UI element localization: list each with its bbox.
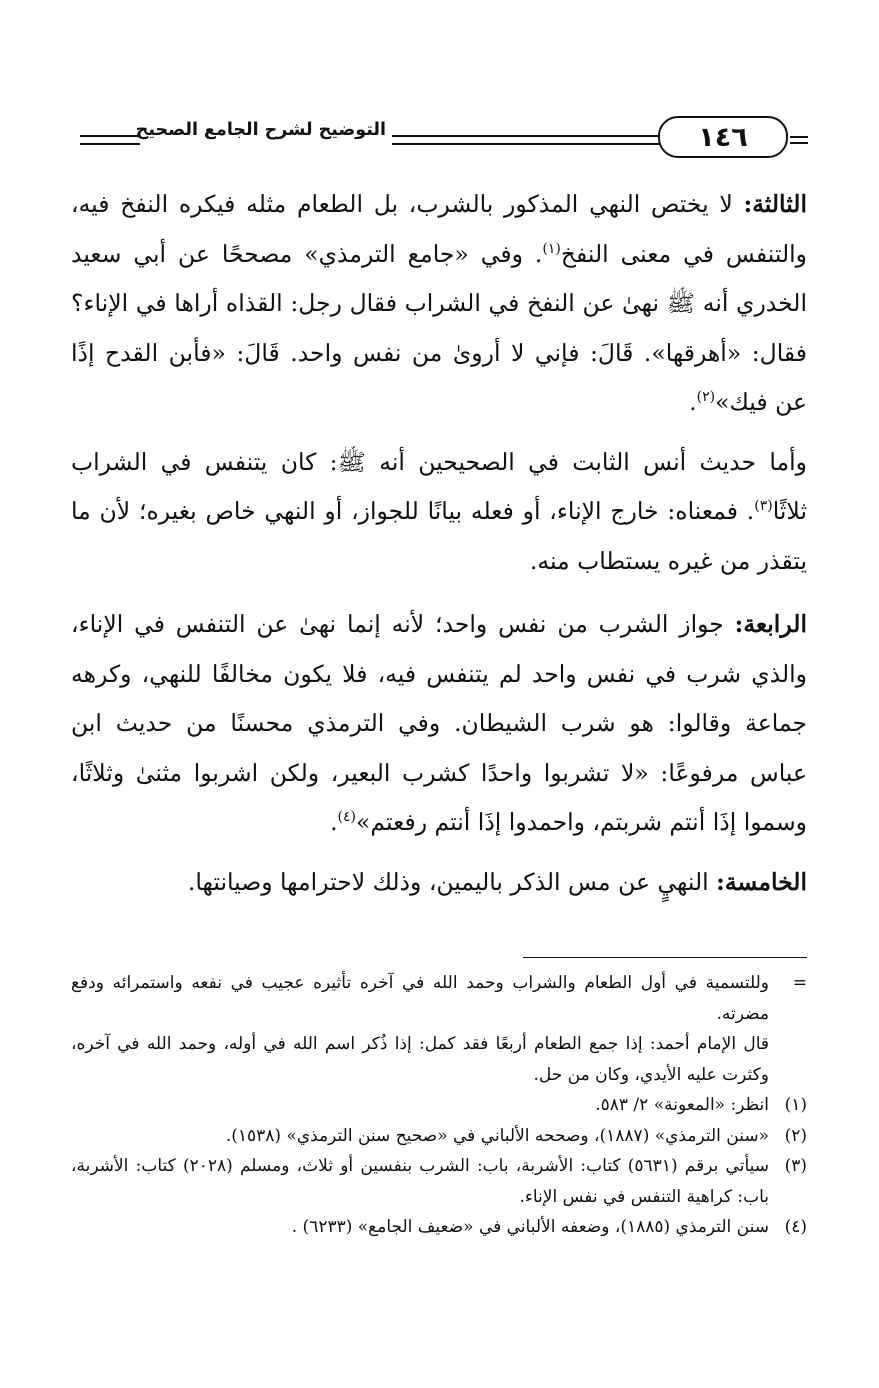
paragraph-fourth — [71, 600, 807, 848]
footnote-text: انظر: «المعونة» ٢/ ٥٨٣. — [595, 1095, 769, 1115]
footnote-marker: = — [792, 973, 807, 993]
footnote-item — [71, 1090, 807, 1121]
footnote-marker: (٤) — [784, 1217, 807, 1237]
paragraph-text: النهيٍ عن مس الذكر باليمين، وذلك لاحترامها وصيانتها. — [187, 867, 717, 896]
footnote-text: وللتسمية في أول الطعام والشراب وحمد الله في آخره تأثيره عجيب في نفعه واستمرائه ودفع مضرته. — [71, 973, 769, 1024]
paragraph-text: . فمعناه: خارج الإناء، أو فعله بيانًا للجواز، أو النهي خاص بغيره؛ لأن ما يتقذر من غيره يستطاب منه. — [71, 497, 807, 575]
footnote-item — [71, 1151, 807, 1212]
page-header — [70, 118, 808, 162]
paragraph-third — [71, 180, 807, 428]
running-title: التوضيح لشرح الجامع الصحيح — [135, 120, 386, 140]
paragraph-fifth — [71, 858, 807, 908]
header-rule-middle — [392, 135, 660, 145]
footnote-text: سيأتي برقم (٥٦٣١) كتاب: الأشربة، باب: الشرب بنفسين أو ثلاث، ومسلم (٢٠٢٨) كتاب: الأشربة، باب: كراهية التنفس في نفس الإناء. — [71, 1156, 770, 1207]
main-text — [71, 180, 807, 917]
footnote-ref: (٢) — [696, 389, 716, 406]
footnote-text: سنن الترمذي (١٨٨٥)، وضعفه الألباني في «ضعيف الجامع» (٦٢٣٣) . — [291, 1217, 769, 1237]
footnote-ref: (٤) — [337, 809, 357, 826]
paragraph-text: لا يختص النهي المذكور بالشرب، بل الطعام مثله فيكره النفخ فيه، والتنفس في معنى النفخ — [71, 190, 807, 268]
header-rule-left — [80, 135, 140, 145]
paragraph-text: وأما حديث أنس الثابت في الصحيحين أنه ﷺ: كان يتنفس في الشراب ثلاثًا — [71, 447, 807, 525]
footnote-ref: (١) — [542, 240, 561, 257]
footnote-marker: (٢) — [784, 1125, 807, 1146]
footnote-item — [71, 1212, 807, 1243]
footnote-item — [71, 1121, 807, 1152]
footnote-continuation — [71, 968, 807, 1029]
paragraph-text: جواز الشرب من نفس واحد؛ لأنه إنما نهىٰ عن التنفس في الإناء، والذي شرب في نفس واحد لم يتنفس فيه، فلا يكون مخالفًا للنهي، وكرهه جماعة وقالوا: هو شرب الشيطان. وفي الترمذي محسنًا من حديث ابن عباس مرفوعًا: «لا تشربوا واحدًا كشرب البعير، ولكن اشربوا مثنىٰ وثلاثًا، وسموا إذَا أنتم شربتم، واحمدوا إذَا أنتم رفعتم» — [71, 610, 807, 836]
footnote-divider — [523, 957, 807, 958]
footnote-text: قال الإمام أحمد: إذا جمع الطعام أربعًا فقد كمل: إذا ذُكر اسم الله في أوله، وحمد الله في آخره، وكثرت عليه الأيدي، وكان من حل. — [71, 1034, 769, 1085]
header-rule-right — [790, 136, 808, 144]
paragraph-label: الخامسة: — [716, 867, 807, 896]
page-number: ١٤٦ — [658, 116, 788, 158]
footnote-ref: (٣) — [754, 498, 773, 515]
footnotes — [71, 968, 807, 1243]
footnote-text: «سنن الترمذي» (١٨٨٧)، وصححه الألباني في «صحيح سنن الترمذي» (١٥٣٨). — [225, 1125, 769, 1146]
footnote-marker: (١) — [784, 1095, 807, 1115]
paragraph-label: الرابعة: — [734, 610, 807, 638]
paragraph-text: . — [330, 808, 338, 836]
paragraph-label: الثالثة: — [743, 190, 807, 218]
paragraph-text: . وفي «جامع الترمذي» مصححًا عن أبي سعيد الخدري أنه ﷺ نهىٰ عن النفخ في الشراب فقال رجل: القذاه أراها في الإناء؟ فقال: «أهرقها». قَالَ: فإني لا أروىٰ من نفس واحد. قَالَ: «فأبن القدح إذًا عن فيك» — [71, 239, 807, 416]
paragraph-anas-hadith — [71, 438, 807, 587]
footnote-marker: (٣) — [784, 1156, 807, 1176]
paragraph-text: . — [689, 388, 697, 416]
